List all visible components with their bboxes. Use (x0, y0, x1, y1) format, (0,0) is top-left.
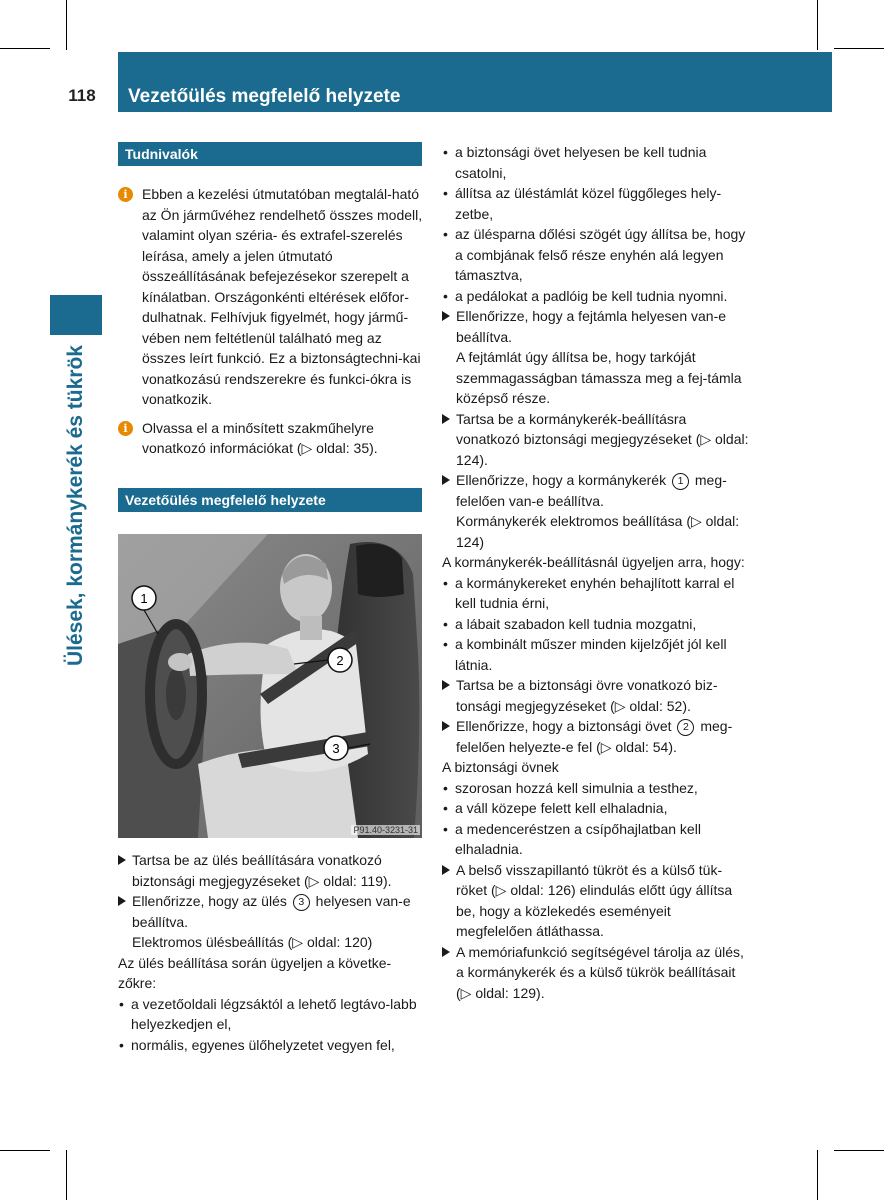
instruction-step: Ellenőrizze, hogy az ülés 3 helyesen van-e beállítva. (118, 891, 424, 932)
info-text: Ebben a kezelési útmutatóban megtalál-ható az Ön járművéhez rendelhető összes modell, valamint olyan széria- és extrafel-szerelés leírása, amely a jelen útmutató összeállításának befejezésekor szerepelt a kínálatban. Országonkénti eltérések előfor-dulhatnak. Felhívjuk figyelmét, hogy jármű-vében nem feltétlenül található meg az összes leírt funkció. Ez a biztonságtechni-kai vonatkozású rendszerekre és funkci-ókra is vonatkozik. (142, 186, 423, 407)
info-note (118, 184, 424, 410)
section-heading-notes: Tudnivalók (118, 142, 422, 166)
side-tab-marker (50, 295, 102, 335)
instruction-note: Kormánykerék elektromos beállítása (▷ oldal: 124) (456, 513, 740, 550)
callout-2: 2 (336, 653, 344, 668)
list-item: • a biztonsági övet helyesen be kell tudnia csatolni, (442, 142, 750, 183)
instruction-step: Tartsa be az ülés beállítására vonatkozó biztonsági megjegyzéseket (▷ oldal: 119). (118, 850, 424, 891)
instruction-step: A belső visszapillantó tükröt és a külső tük-röket (▷ oldal: 126) elindulás előtt úgy állítsa be, hogy a közlekedés eseményeit megfelelően átláthassa. (442, 860, 750, 942)
seat-drawing (118, 534, 422, 838)
instruction-note: A fejtámlát úgy állítsa be, hogy tarkóját szemmagasságban támassza meg a fej-támla középső része. (456, 349, 742, 406)
seat-instructions (118, 850, 424, 1055)
crop-mark (834, 48, 884, 49)
instruction-step: A memóriafunkció segítségével tárolja az ülés, a kormánykerék és a külső tükrök beállításait (▷ oldal: 129). (442, 942, 750, 1004)
list-item: • állítsa az üléstámlát közel függőleges hely-zetbe, (442, 183, 750, 224)
section-heading-seat-position: Vezetőülés megfelelő helyzete (118, 488, 422, 512)
arrow-icon (442, 721, 450, 731)
side-tab (58, 345, 94, 685)
instruction-step: Tartsa be a biztonsági övre vonatkozó biz-tonsági megjegyzéseket (▷ oldal: 52). (442, 675, 750, 716)
crop-mark (66, 1150, 67, 1200)
arrow-icon (442, 475, 450, 485)
arrow-icon (442, 680, 450, 690)
info-icon: i (118, 187, 133, 202)
right-column (442, 142, 750, 1003)
arrow-icon (442, 311, 450, 321)
list-item: • a kombinált műszer minden kijelzőjét jól kell látnia. (442, 634, 750, 675)
page-title: Vezetőülés megfelelő helyzete (128, 86, 401, 107)
arrow-icon (442, 414, 450, 424)
figure-code: P91.40-3231-31 (353, 825, 418, 835)
instruction-step: Ellenőrizze, hogy a kormánykerék 1 meg-felelően van-e beállítva. (442, 470, 750, 511)
crop-mark (817, 0, 818, 50)
callout-1: 1 (140, 591, 148, 606)
info-text: Olvassa el a minősített szakműhelyre vonatkozó információkat (▷ oldal: 35). (142, 419, 378, 456)
list-item: • a váll közepe felett kell elhaladnia, (442, 798, 750, 819)
list-item: • a lábait szabadon kell tudnia mozgatni, (442, 614, 750, 635)
crop-mark (0, 1150, 50, 1151)
crop-mark (66, 0, 67, 50)
list-item: • szorosan hozzá kell simulnia a testhez, (442, 778, 750, 799)
instruction-step: Ellenőrizze, hogy a biztonsági övet 2 meg-felelően helyezte-e fel (▷ oldal: 54). (442, 716, 750, 757)
page-header (118, 52, 832, 112)
paragraph: Az ülés beállítása során ügyeljen a követke-zőkre: (118, 954, 392, 991)
notes-block (118, 184, 424, 459)
callout-ref: 2 (677, 719, 694, 736)
arrow-icon (442, 865, 450, 875)
callout-ref: 1 (672, 473, 689, 490)
crop-mark (834, 1150, 884, 1151)
crop-mark (817, 1150, 818, 1200)
arrow-icon (118, 896, 126, 906)
crop-mark (0, 48, 50, 49)
list-item: • a medenceréstzen a csípőhajlatban kell elhaladnia. (442, 819, 750, 860)
list-item: • a kormánykereket enyhén behajlított karral el kell tudnia érni, (442, 573, 750, 614)
callout-ref: 3 (293, 894, 310, 911)
info-note (118, 418, 424, 459)
list-item: • a pedálokat a padlóig be kell tudnia nyomni. (442, 286, 750, 307)
paragraph: A biztonsági övnek (442, 759, 559, 775)
paragraph: A kormánykerék-beállításnál ügyeljen arra, hogy: (442, 554, 745, 570)
page-number: 118 (68, 86, 96, 105)
instruction-note: Elektromos ülésbeállítás (▷ oldal: 120) (132, 934, 373, 950)
arrow-icon (442, 947, 450, 957)
list-item: • normális, egyenes ülőhelyzetet vegyen fel, (118, 1035, 424, 1056)
list-item: • az ülésparna dőlési szögét úgy állítsa be, hogy a combjának felső része enyhén alá legyen támasztva, (442, 224, 750, 286)
instruction-step: Tartsa be a kormánykerék-beállításra vonatkozó biztonsági megjegyzéseket (▷ oldal: 124). (442, 409, 750, 471)
info-icon: i (118, 421, 133, 436)
list-item: • a vezetőoldali légzsáktól a lehető legtávo-labb helyezkedjen el, (118, 994, 424, 1035)
driver-seat-illustration (118, 534, 422, 838)
side-tab-label: Ülések, kormánykerék és tükrök (64, 345, 87, 667)
callout-3: 3 (332, 741, 340, 756)
instruction-step: Ellenőrizze, hogy a fejtámla helyesen van-e beállítva. (442, 306, 750, 347)
arrow-icon (118, 855, 126, 865)
